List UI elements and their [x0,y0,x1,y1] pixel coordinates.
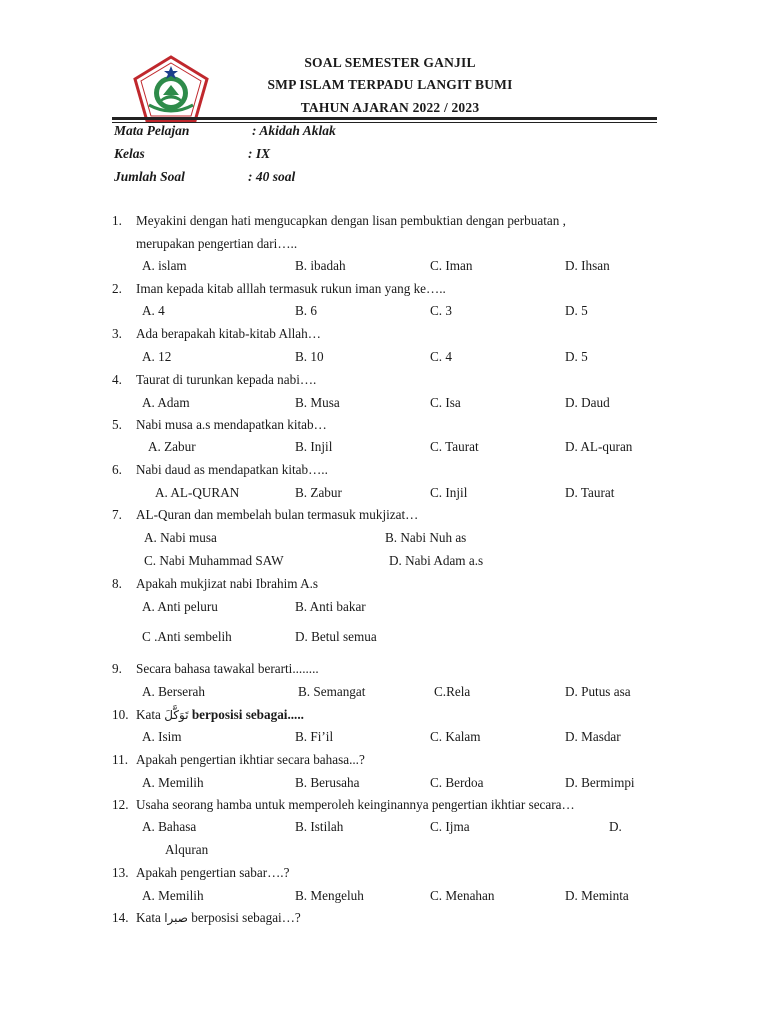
option-a[interactable]: A. islam [142,258,187,273]
option-d[interactable]: D. Masdar [565,729,621,744]
option-d[interactable]: D. Daud [565,395,610,410]
question-text-continued: merupakan pengertian dari….. [136,236,298,251]
question-number: 12. [112,797,129,812]
option-b[interactable]: B. Injil [295,439,333,454]
question-text-prefix: Kata [136,910,165,925]
option-d-continued: Alquran [165,842,209,857]
class-label: Kelas [114,146,145,161]
option-d[interactable]: D. Betul semua [295,629,377,644]
option-c[interactable]: C. Nabi Muhammad SAW [144,553,284,568]
option-c[interactable]: C. 3 [430,303,452,318]
question-text-suffix: berposisi sebagai..... [188,707,304,722]
question-text-prefix: Kata [136,707,165,722]
question-number: 9. [112,661,122,676]
option-c[interactable]: C. Menahan [430,888,495,903]
option-d[interactable]: D. Putus asa [565,684,631,699]
question-number: 13. [112,865,129,880]
academic-year: TAHUN AJARAN 2022 / 2023 [300,100,480,115]
option-a[interactable]: A. AL-QURAN [155,485,240,500]
question-text: Meyakini dengan hati mengucapkan dengan lisan pembuktian dengan perbuatan , [136,213,566,228]
header-divider-thin [112,122,657,123]
exam-title: SOAL SEMESTER GANJIL [304,55,476,70]
arabic-word: صبرا [164,911,188,925]
option-d[interactable]: D. 5 [565,349,588,364]
option-b[interactable]: B. Mengeluh [295,888,364,903]
question-number: 10. [112,707,129,722]
option-d[interactable]: D. [609,819,622,834]
option-c[interactable]: C .Anti sembelih [142,629,232,644]
option-a[interactable]: A. Adam [142,395,190,410]
subject-value: : Akidah Aklak [252,123,336,138]
question-text: Apakah pengertian ikhtiar secara bahasa...? [136,752,365,767]
option-b[interactable]: B. Zabur [295,485,342,500]
option-c[interactable]: C. Kalam [430,729,481,744]
question-number: 8. [112,576,122,591]
class-value: : IX [248,146,271,161]
subject-label: Mata Pelajan [114,123,190,138]
question-text: Apakah mukjizat nabi Ibrahim A.s [136,576,319,591]
question-text: Taurat di turunkan kepada nabi…. [136,372,317,387]
option-d[interactable]: D. Nabi Adam a.s [389,553,484,568]
option-b[interactable]: B. Anti bakar [295,599,366,614]
question-text [136,910,301,926]
question-number: 6. [112,462,122,477]
option-d[interactable]: D. Taurat [565,485,615,500]
option-c[interactable]: C. Iman [430,258,473,273]
option-a[interactable]: A. Berserah [142,684,205,699]
question-text: Ada berapakah kitab-kitab Allah… [136,326,321,341]
option-a[interactable]: A. 4 [142,303,165,318]
option-a[interactable]: A. Bahasa [142,819,197,834]
option-b[interactable]: B. ibadah [295,258,346,273]
count-value: : 40 soal [248,169,296,184]
option-b[interactable]: B. 6 [295,303,317,318]
option-d[interactable]: D. 5 [565,303,588,318]
option-a[interactable]: A. Memilih [142,775,204,790]
question-text-suffix: berposisi sebagai…? [187,910,301,925]
option-b[interactable]: B. Semangat [298,684,366,699]
option-b[interactable]: B. Istilah [295,819,344,834]
question-text: Nabi musa a.s mendapatkan kitab… [136,417,327,432]
school-name: SMP ISLAM TERPADU LANGIT BUMI [267,77,513,92]
question-text [136,707,304,723]
option-c[interactable]: C. Isa [430,395,461,410]
option-c[interactable]: C. 4 [430,349,452,364]
question-number: 14. [112,910,129,925]
question-text: Iman kepada kitab alllah termasuk rukun iman yang ke….. [136,281,446,296]
count-label: Jumlah Soal [114,169,185,184]
question-number: 11. [112,752,128,767]
option-b[interactable]: B. Musa [295,395,340,410]
question-text: Nabi daud as mendapatkan kitab….. [136,462,328,477]
question-text: Usaha seorang hamba untuk memperoleh keinginannya pengertian ikhtiar secara… [136,797,575,812]
option-b[interactable]: B. Berusaha [295,775,360,790]
option-a[interactable]: A. Anti peluru [142,599,218,614]
option-d[interactable]: D. Meminta [565,888,629,903]
option-c[interactable]: C. Berdoa [430,775,484,790]
option-d[interactable]: D. Ihsan [565,258,610,273]
arabic-word: تَوَكَّلَ [164,708,189,722]
question-text: Apakah pengertian sabar….? [136,865,290,880]
question-number: 1. [112,213,122,228]
option-a[interactable]: A. Zabur [148,439,196,454]
question-number: 4. [112,372,122,387]
question-number: 5. [112,417,122,432]
question-text: AL-Quran dan membelah bulan termasuk mukjizat… [136,507,419,522]
option-b[interactable]: B. 10 [295,349,324,364]
option-a[interactable]: A. Isim [142,729,182,744]
question-number: 2. [112,281,122,296]
option-d[interactable]: D. AL-quran [565,439,633,454]
option-c[interactable]: C. Ijma [430,819,470,834]
option-a[interactable]: A. Nabi musa [144,530,217,545]
question-number: 3. [112,326,122,341]
option-a[interactable]: A. 12 [142,349,172,364]
option-b[interactable]: B. Fi’il [295,729,334,744]
option-c[interactable]: C. Taurat [430,439,479,454]
option-d[interactable]: D. Bermimpi [565,775,635,790]
question-text: Secara bahasa tawakal berarti........ [136,661,319,676]
option-b[interactable]: B. Nabi Nuh as [385,530,467,545]
header-divider-thick [112,117,657,120]
question-number: 7. [112,507,122,522]
option-a[interactable]: A. Memilih [142,888,204,903]
option-c[interactable]: C.Rela [434,684,471,699]
option-c[interactable]: C. Injil [430,485,468,500]
